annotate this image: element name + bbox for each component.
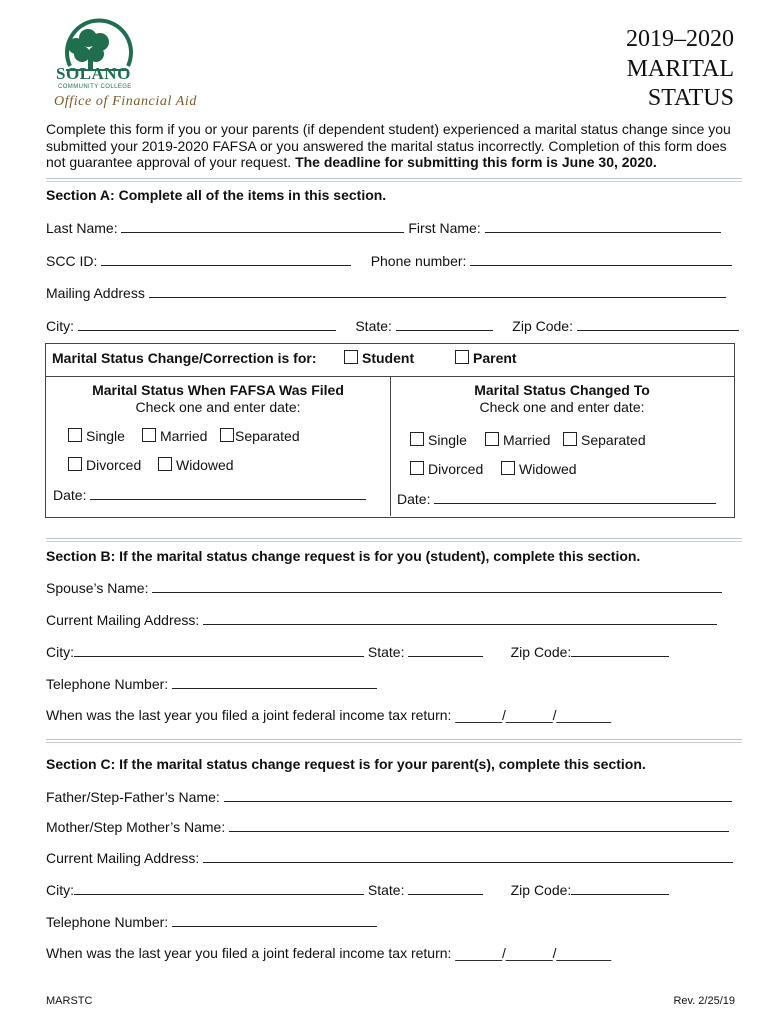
c-city-row <box>46 882 669 898</box>
city-field[interactable] <box>78 318 336 331</box>
parent-option[interactable] <box>455 350 517 366</box>
mother-row <box>46 819 729 835</box>
c-state-field[interactable] <box>408 882 483 895</box>
c-tax-field[interactable]: ______/______/_______ <box>455 945 612 961</box>
c-city-field[interactable] <box>74 882 364 895</box>
intro-paragraph <box>46 121 736 171</box>
change-for-label: Marital Status Change/Correction is for: <box>52 350 317 366</box>
left-married-label: Married <box>160 428 208 444</box>
c-city-label: City: <box>46 882 74 898</box>
section-b-heading: Section B: If the marital status change request is for you (student), complete this section. <box>46 548 641 564</box>
college-name: SOLANO <box>56 64 131 83</box>
divider <box>46 538 742 539</box>
revision-date: Rev. 2/25/19 <box>673 995 735 1007</box>
b-zip-field[interactable] <box>571 644 669 657</box>
right-separated-label: Separated <box>581 432 646 448</box>
b-city-field[interactable] <box>74 644 364 657</box>
b-city-label: City: <box>46 644 74 660</box>
deadline-text: The deadline for submitting this form is June 30, 2020. <box>295 154 657 170</box>
right-married-option[interactable] <box>485 432 550 448</box>
b-tax-label: When was the last year you filed a joint federal income tax return: <box>46 707 452 723</box>
right-divorced-checkbox[interactable] <box>410 461 424 475</box>
divider <box>46 178 742 179</box>
student-checkbox[interactable] <box>344 350 358 364</box>
divider <box>46 181 742 182</box>
left-widowed-checkbox[interactable] <box>158 457 172 471</box>
left-widowed-label: Widowed <box>176 457 234 473</box>
right-col-title: Marital Status Changed To <box>474 382 650 398</box>
left-date-label: Date: <box>53 487 87 503</box>
right-date-field[interactable] <box>434 491 716 504</box>
c-telephone-label: Telephone Number: <box>46 914 169 930</box>
b-state-field[interactable] <box>408 644 483 657</box>
right-divorced-option[interactable] <box>410 461 483 477</box>
spouse-row <box>46 580 722 596</box>
form-code: MARSTC <box>46 995 93 1007</box>
right-date-row <box>397 491 716 507</box>
scc-id-field[interactable] <box>101 253 351 266</box>
left-col-title: Marital Status When FAFSA Was Filed <box>92 382 344 398</box>
right-divorced-label: Divorced <box>428 461 484 477</box>
c-address-field[interactable] <box>203 850 733 863</box>
right-widowed-checkbox[interactable] <box>501 461 515 475</box>
b-tax-row <box>46 707 611 723</box>
left-col-sub: Check one and enter date: <box>135 399 301 415</box>
left-separated-option[interactable] <box>220 428 300 444</box>
father-label: Father/Step-Father’s Name: <box>46 789 220 805</box>
left-separated-label: Separated <box>235 428 300 444</box>
left-single-checkbox[interactable] <box>68 428 82 442</box>
right-single-label: Single <box>428 432 467 448</box>
right-single-option[interactable] <box>410 432 467 448</box>
left-divorced-label: Divorced <box>86 457 142 473</box>
student-option[interactable] <box>344 350 414 366</box>
city-row <box>46 318 739 334</box>
phone-field[interactable] <box>470 253 732 266</box>
state-label: State: <box>355 318 392 334</box>
left-single-option[interactable] <box>68 428 125 444</box>
right-single-checkbox[interactable] <box>410 432 424 446</box>
parent-checkbox[interactable] <box>455 350 469 364</box>
college-subname: COMMUNITY COLLEGE <box>58 84 132 90</box>
divider <box>46 739 742 740</box>
last-name-label: Last Name: <box>46 220 118 236</box>
right-married-checkbox[interactable] <box>485 432 499 446</box>
b-telephone-field[interactable] <box>172 676 377 689</box>
mother-field[interactable] <box>229 819 729 832</box>
spouse-label: Spouse’s Name: <box>46 580 149 596</box>
mailing-row <box>46 285 726 301</box>
id-row <box>46 253 732 269</box>
divider <box>46 742 742 743</box>
c-tax-label: When was the last year you filed a joint federal income tax return: <box>46 945 452 961</box>
last-name-field[interactable] <box>121 220 404 233</box>
section-a-heading: Section A: Complete all of the items in this section. <box>46 187 387 203</box>
spouse-field[interactable] <box>152 580 722 593</box>
b-zip-label: Zip Code: <box>510 644 572 660</box>
form-year: 2019–2020 <box>626 26 734 52</box>
mother-label: Mother/Step Mother’s Name: <box>46 819 226 835</box>
c-address-row <box>46 850 733 866</box>
father-row <box>46 789 732 805</box>
scc-id-label: SCC ID: <box>46 253 98 269</box>
left-single-label: Single <box>86 428 125 444</box>
b-telephone-row <box>46 676 377 692</box>
father-field[interactable] <box>224 789 732 802</box>
student-label: Student <box>362 350 415 366</box>
left-divorced-checkbox[interactable] <box>68 457 82 471</box>
right-separated-checkbox[interactable] <box>563 432 577 446</box>
mailing-address-label: Mailing Address <box>46 285 145 301</box>
mailing-address-field[interactable] <box>149 285 726 298</box>
c-telephone-field[interactable] <box>172 914 377 927</box>
left-separated-checkbox[interactable] <box>220 428 234 442</box>
right-married-label: Married <box>503 432 551 448</box>
form-title-line1: MARITAL <box>626 56 734 82</box>
c-address-label: Current Mailing Address: <box>46 850 200 866</box>
b-address-label: Current Mailing Address: <box>46 612 200 628</box>
right-widowed-option[interactable] <box>501 461 577 477</box>
c-zip-field[interactable] <box>571 882 669 895</box>
left-date-row <box>53 487 366 503</box>
b-state-label: State: <box>367 644 405 660</box>
section-c-heading: Section C: If the marital status change request is for your parent(s), complete this section. <box>46 756 646 772</box>
zip-label: Zip Code: <box>512 318 573 334</box>
c-zip-label: Zip Code: <box>510 882 572 898</box>
divider <box>46 541 742 542</box>
office-name: Office of Financial Aid <box>54 94 198 109</box>
phone-label: Phone number: <box>370 253 467 269</box>
first-name-label: First Name: <box>408 220 481 236</box>
left-widowed-option[interactable] <box>158 457 234 473</box>
b-tax-field[interactable]: ______/______/_______ <box>455 707 612 723</box>
left-date-field[interactable] <box>90 487 366 500</box>
form-title-line2: STATUS <box>647 85 734 111</box>
right-date-label: Date: <box>397 491 431 507</box>
right-separated-option[interactable] <box>563 432 646 448</box>
city-label: City: <box>46 318 74 334</box>
c-state-label: State: <box>367 882 405 898</box>
right-col-sub: Check one and enter date: <box>479 399 645 415</box>
right-widowed-label: Widowed <box>519 461 577 477</box>
first-name-field[interactable] <box>485 220 721 233</box>
b-city-row <box>46 644 669 660</box>
left-married-option[interactable] <box>142 428 207 444</box>
c-tax-row <box>46 945 611 961</box>
zip-field[interactable] <box>577 318 739 331</box>
b-address-field[interactable] <box>203 612 717 625</box>
b-telephone-label: Telephone Number: <box>46 676 169 692</box>
state-field[interactable] <box>396 318 493 331</box>
left-married-checkbox[interactable] <box>142 428 156 442</box>
parent-label: Parent <box>473 350 517 366</box>
c-telephone-row <box>46 914 377 930</box>
name-row <box>46 220 721 236</box>
left-divorced-option[interactable] <box>68 457 141 473</box>
b-address-row <box>46 612 717 628</box>
intro-text: Complete this form if you or your parents (if dependent student) experienced a marital status change since you submitted your 2019-2020 FAFSA or you answered the marital status incorrectly. Completion of this form does not guarantee approval of your request. <box>46 121 731 170</box>
